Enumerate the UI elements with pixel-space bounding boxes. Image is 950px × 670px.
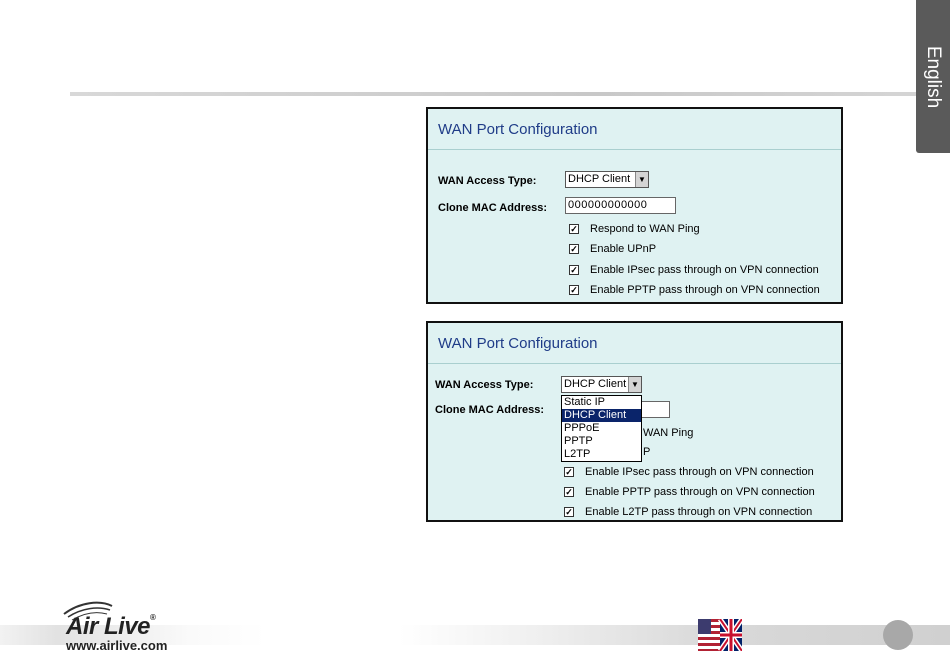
chevron-down-icon[interactable]: ▼	[635, 172, 648, 187]
us-uk-flag-icon	[698, 619, 742, 651]
checkbox-icon[interactable]: ✓	[570, 224, 578, 234]
airlive-logo	[66, 613, 155, 641]
checkbox-label: WAN Ping	[643, 427, 694, 439]
checkbox-label: Enable PPTP pass through on VPN connection	[590, 284, 820, 296]
panel-title: WAN Port Configuration	[438, 335, 598, 352]
language-tab-label: English	[923, 45, 944, 108]
checkbox-label: Enable L2TP pass through on VPN connection	[585, 506, 813, 518]
checkbox-ipsec-passthrough[interactable]	[564, 466, 814, 478]
checkbox-label: Enable UPnP	[590, 243, 657, 255]
clone-mac-input[interactable]	[640, 401, 670, 418]
wan-access-type-label: WAN Access Type:	[435, 379, 534, 391]
language-tab	[916, 0, 950, 153]
top-divider	[70, 92, 950, 96]
checkbox-enable-upnp[interactable]	[569, 243, 656, 255]
clone-mac-label: Clone MAC Address:	[438, 202, 547, 214]
wan-config-panel-2	[426, 321, 843, 522]
wan-config-panel-1	[426, 107, 843, 304]
dropdown-option-pppoe[interactable]: PPPoE	[564, 422, 600, 434]
checkbox-l2tp-passthrough[interactable]	[564, 506, 812, 518]
dropdown-option-l2tp[interactable]: L2TP	[564, 448, 591, 460]
checkbox-icon[interactable]: ✓	[565, 487, 573, 497]
page-number-badge	[883, 620, 913, 650]
checkbox-ipsec-passthrough[interactable]	[569, 264, 819, 276]
checkbox-icon[interactable]: ✓	[570, 265, 578, 275]
wan-access-type-select[interactable]	[565, 171, 649, 188]
checkbox-pptp-passthrough[interactable]	[564, 486, 815, 498]
checkbox-enable-upnp[interactable]	[643, 446, 650, 458]
wan-access-type-dropdown[interactable]	[561, 395, 642, 462]
checkbox-respond-wan-ping[interactable]	[643, 427, 693, 439]
checkbox-pptp-passthrough[interactable]	[569, 284, 820, 296]
select-value: DHCP Client	[564, 378, 627, 390]
panel-title: WAN Port Configuration	[438, 121, 598, 138]
panel-divider	[428, 149, 841, 150]
checkbox-icon[interactable]: ✓	[570, 285, 578, 295]
panel-divider	[428, 363, 841, 364]
registered-mark: ®	[150, 613, 156, 622]
dropdown-option-static-ip[interactable]: Static IP	[564, 396, 605, 408]
clone-mac-input[interactable]: 000000000000	[565, 197, 676, 214]
chevron-down-icon[interactable]: ▼	[628, 377, 641, 392]
checkbox-label: Enable IPsec pass through on VPN connection	[585, 466, 814, 478]
website-url: www.airlive.com	[66, 638, 168, 653]
dropdown-option-pptp[interactable]: PPTP	[564, 435, 593, 447]
checkbox-label: Enable IPsec pass through on VPN connection	[590, 264, 819, 276]
checkbox-icon[interactable]: ✓	[565, 467, 573, 477]
wan-access-type-label: WAN Access Type:	[438, 175, 537, 187]
logo-wordmark: Air Live	[66, 613, 151, 640]
checkbox-label: P	[643, 446, 651, 458]
select-value: DHCP Client	[568, 173, 631, 185]
checkbox-icon[interactable]: ✓	[570, 244, 578, 254]
checkbox-label: Enable PPTP pass through on VPN connection	[585, 486, 815, 498]
clone-mac-label: Clone MAC Address:	[435, 404, 544, 416]
checkbox-label: Respond to WAN Ping	[590, 223, 700, 235]
checkbox-icon[interactable]: ✓	[565, 507, 573, 517]
dropdown-option-dhcp-client[interactable]: DHCP Client	[562, 409, 641, 422]
wan-access-type-select[interactable]	[561, 376, 642, 393]
checkbox-respond-wan-ping[interactable]	[569, 223, 700, 235]
